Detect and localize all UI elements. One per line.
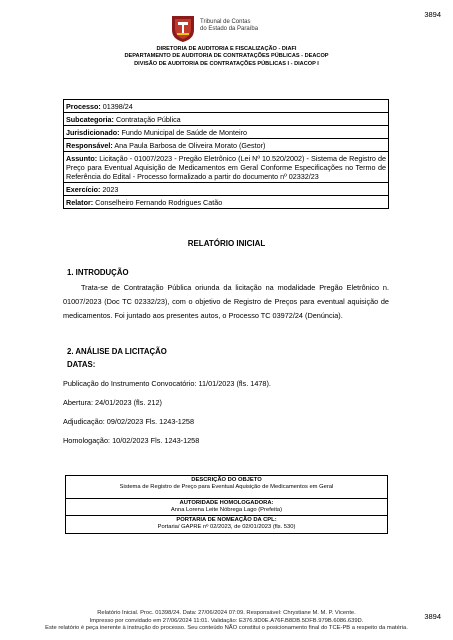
header-line-3: DIVISÃO DE AUDITORIA DE CONTRATAÇÕES PÚBLICAS I - DIACOP I — [134, 60, 319, 67]
descricao-label: DESCRIÇÃO DO OBJETO — [191, 477, 262, 483]
subcategoria-value: Contratação Pública — [115, 114, 181, 124]
assunto-label: Assunto: — [66, 153, 98, 163]
process-info-table — [63, 99, 389, 209]
responsavel-label: Responsável: — [66, 140, 113, 150]
row-processo — [64, 100, 389, 113]
processo-value: 01398/24 — [102, 101, 133, 111]
row-descricao — [66, 476, 388, 499]
autoridade-label: AUTORIDADE HOMOLOGADORA: — [179, 499, 274, 506]
section-2-subheading: DATAS: — [67, 360, 96, 369]
header-line-2: DEPARTAMENTO DE AUDITORIA DE CONTRATAÇÕES PÚBLICAS - DEACOP — [124, 53, 329, 60]
section-1-heading: 1. INTRODUÇÃO — [67, 268, 129, 277]
subcategoria-label: Subcategoria: — [66, 114, 114, 124]
descricao-value: Sistema de Registro de Preço para Eventual Aquisição de Medicamentos em Geral — [119, 484, 334, 491]
autoridade-value: Anna Lorena Leite Nóbrega Lago (Prefeita) — [170, 506, 283, 513]
relator-value: Conselheiro Fernando Rodrigues Catão — [95, 197, 223, 207]
row-autoridade — [66, 498, 388, 516]
portaria-value: Portaria/ GAPRE nº 02/2023, de 02/01/2023 (fls. 530) — [157, 524, 296, 531]
tce-seal-icon — [170, 15, 196, 43]
footer-line-2: Impresso por convidado em 27/06/2024 11:01. Validação: E376.9D0E.A76F.B8DB.5DFB.979B.6086.639D. — [89, 617, 364, 624]
date-homologacao: Homologação: 10/02/2023 Fls. 1243-1258 — [63, 436, 200, 445]
jurisdicionado-label: Jurisdicionado: — [66, 127, 120, 137]
row-portaria — [66, 516, 388, 534]
header-line-1: DIRETORIA DE AUDITORIA E FISCALIZAÇÃO - DIAFI — [156, 46, 297, 52]
report-title: RELATÓRIO INICIAL — [187, 239, 266, 248]
assunto-value: Licitação - 01007/2023 - Pregão Eletrônico (Lei Nº 10.520/2002) - Sistema de Registro de Preço para Eventual Aquisição de Medicamentos em Geral Conforme Especificações no Termo de Referência do Edital - Processo formalizado a partir do documento nº 02332/23 — [66, 153, 386, 181]
section-2-heading: 2. ANÁLISE DA LICITAÇÃO — [67, 347, 167, 356]
relator-label: Relator: — [66, 197, 94, 207]
tce-logo — [170, 15, 310, 45]
page-number-top: 3894 — [424, 10, 441, 19]
page-number-bottom: 3894 — [424, 612, 441, 621]
footer — [0, 610, 453, 633]
row-assunto — [64, 152, 389, 183]
exercicio-value: 2023 — [102, 184, 119, 194]
logo-line-1: Tribunal de Contas — [200, 19, 251, 25]
logo-line-2: do Estado da Paraíba — [200, 26, 259, 32]
date-adjudicacao: Adjudicação: 09/02/2023 Fls. 1243-1258 — [63, 417, 195, 426]
responsavel-value: Ana Paula Barbosa de Oliveira Morato (Gestor) — [114, 140, 266, 150]
processo-label: Processo: — [66, 101, 101, 111]
footer-line-3: Este relatório é peça inerente à instrução do processo. Seu conteúdo NÃO constitui o posicionamento final do TCE-PB a respeito da matéria. — [45, 625, 408, 631]
jurisdicionado-value: Fundo Municipal de Saúde de Monteiro — [121, 127, 247, 137]
row-subcategoria — [64, 113, 389, 126]
portaria-label: PORTARIA DE NOMEAÇÃO DA CPL: — [176, 517, 277, 524]
department-header — [0, 46, 453, 68]
object-table — [65, 475, 388, 534]
date-abertura: Abertura: 24/01/2023 (fls. 212) — [63, 398, 162, 407]
row-responsavel — [64, 139, 389, 152]
row-jurisdicionado — [64, 126, 389, 139]
section-1-paragraph: Trata-se de Contratação Pública oriunda da licitação na modalidade Pregão Eletrônico n. 01007/2023 (Doc TC 02332/23), com o objetivo de Registro de Preços para eventual aquisição de medicamentos. Foi juntado aos presentes autos, o Processo TC 03972/24 (Denúncia). — [63, 283, 389, 321]
date-publicacao: Publicação do Instrumento Convocatório: 11/01/2023 (fls. 1478). — [63, 379, 271, 388]
footer-line-1: Relatório Inicial. Proc. 01398/24. Data: 27/06/2024 07:09. Responsável: Chrystiane M. M. P. Vicente. — [97, 610, 356, 616]
row-relator — [64, 196, 389, 209]
row-exercicio — [64, 183, 389, 196]
exercicio-label: Exercício: — [66, 184, 101, 194]
